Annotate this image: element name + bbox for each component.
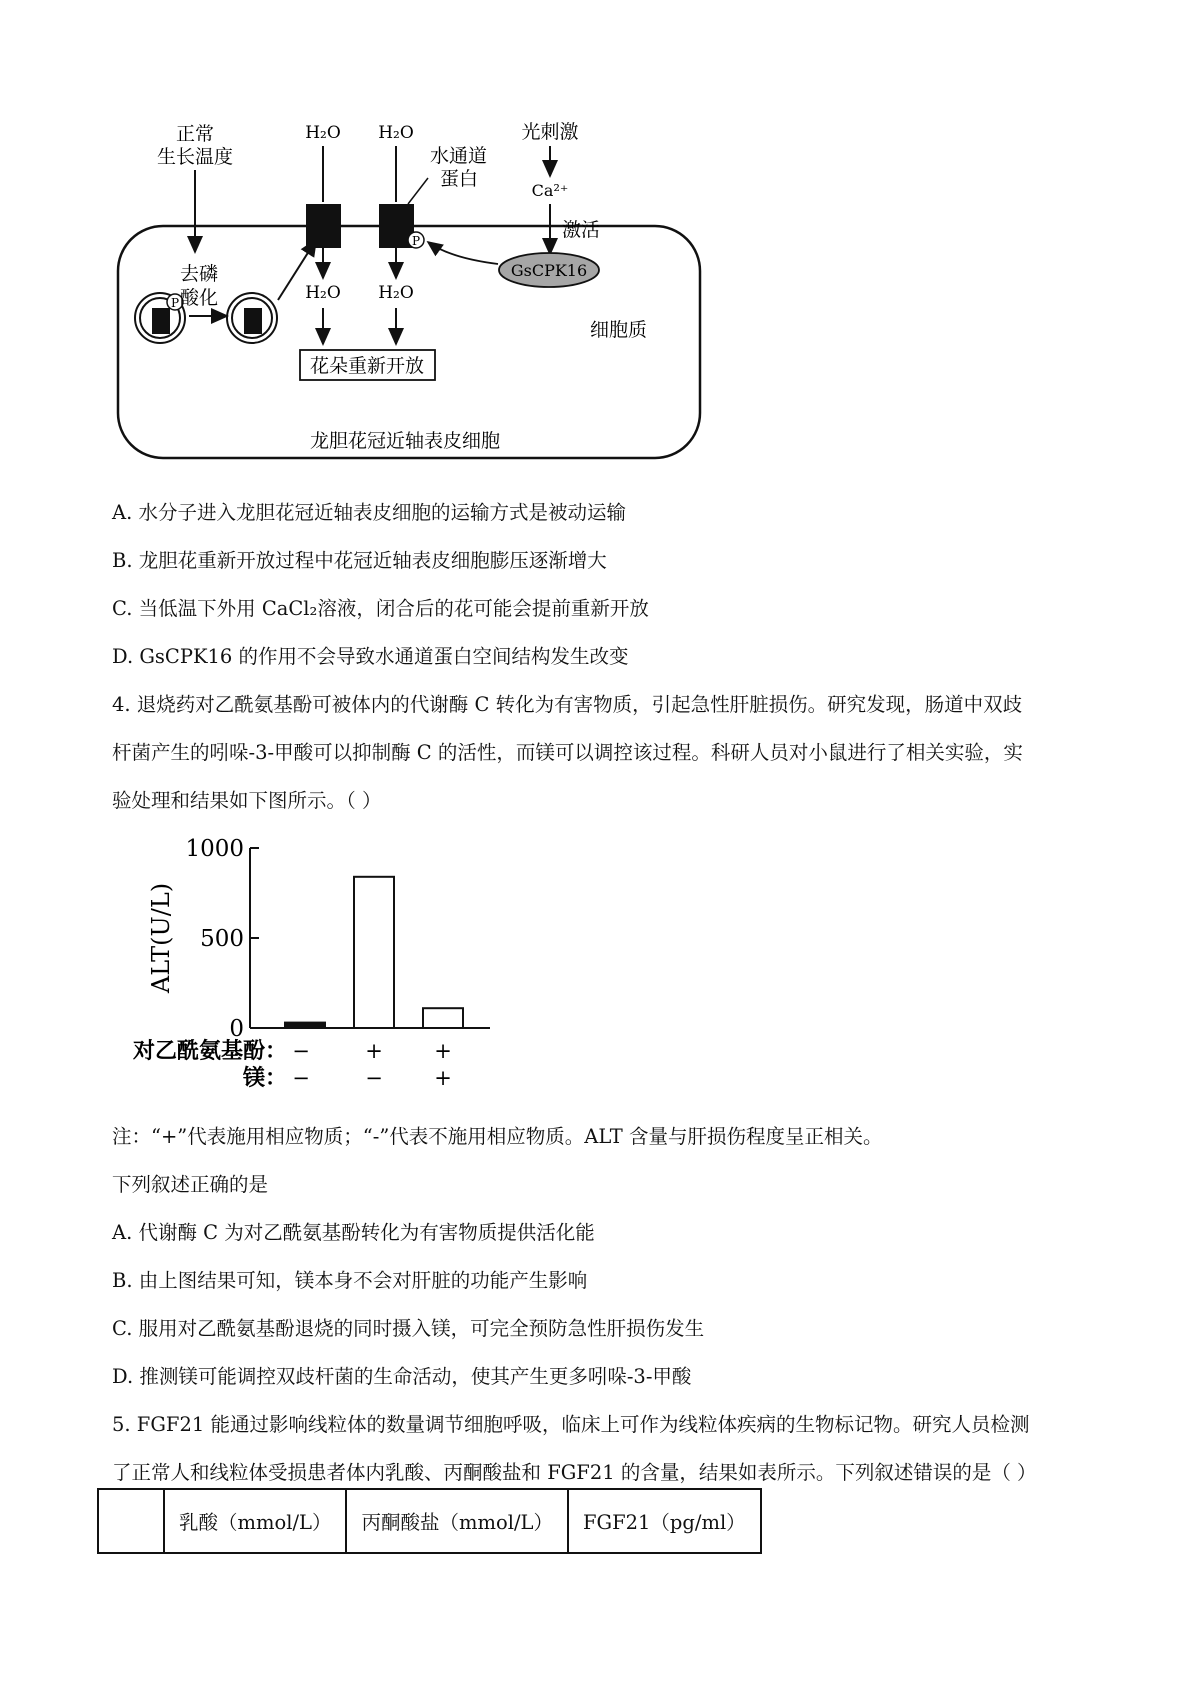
h2o-top-1: H₂O (305, 123, 341, 143)
cytoplasm-label: 细胞质 (590, 319, 648, 341)
y-tick-label: 0 (229, 1016, 244, 1042)
vesicle-protein-2 (244, 308, 262, 334)
q3-option-a: A. 水分子进入龙胆花冠近轴表皮细胞的运输方式是被动运输 (112, 501, 626, 524)
row-label-apap: 对乙酰氨基酚： (132, 1038, 287, 1064)
calcium-label: Ca²⁺ (531, 181, 569, 200)
vesicle-protein (152, 308, 170, 334)
alt-bar-chart (112, 823, 512, 1103)
cell-membrane (118, 226, 700, 458)
bar (354, 877, 394, 1028)
q3-option-b: B. 龙胆花重新开放过程中花冠近轴表皮细胞膨压逐渐增大 (112, 549, 607, 572)
cell-diagram (110, 118, 710, 478)
cell-label: 龙胆花冠近轴表皮细胞 (309, 430, 501, 452)
aquaporin-label-1: 水通道 (430, 145, 488, 167)
phosphate-label-2: P (411, 234, 421, 248)
reopen-label: 花朵重新开放 (309, 355, 425, 377)
bar (423, 1008, 463, 1028)
apap-sign: + (434, 1039, 452, 1063)
q5-stem-1: 5. FGF21 能通过影响线粒体的数量调节细胞呼吸，临床上可作为线粒体疾病的生物标记物。研究人员检测 (112, 1413, 1030, 1436)
table-header-cell: FGF21（pg/ml） (568, 1489, 761, 1553)
h2o-bottom-2: H₂O (378, 283, 414, 303)
table-header-cell (98, 1489, 164, 1553)
mg-sign: − (365, 1066, 383, 1090)
h2o-top-2: H₂O (378, 123, 414, 143)
q4-prompt: 下列叙述正确的是 (112, 1173, 269, 1196)
mg-sign: − (292, 1066, 310, 1090)
phosphorylation-arrow (428, 242, 498, 264)
q4-stem-1: 4. 退烧药对乙酰氨基酚可被体内的代谢酶 C 转化为有害物质，引起急性肝脏损伤。研究发现，肠道中双歧 (112, 693, 1023, 716)
q4-option-c: C. 服用对乙酰氨基酚退烧的同时摄入镁，可完全预防急性肝损伤发生 (112, 1317, 705, 1340)
q4-stem-3: 验处理和结果如下图所示。（ ） (112, 789, 382, 812)
row-label-mg: 镁： (242, 1065, 287, 1091)
q3-option-d: D. GsCPK16 的作用不会导致水通道蛋白空间结构发生改变 (112, 645, 629, 668)
phosphate-label: P (170, 296, 180, 310)
gscpk16-label: GsCPK16 (510, 261, 588, 280)
q5-table (97, 1488, 762, 1554)
table-header-row (98, 1489, 761, 1553)
aquaporin-pointer (408, 178, 428, 204)
q4-option-a: A. 代谢酶 C 为对乙酰氨基酚转化为有害物质提供活化能 (112, 1221, 595, 1244)
y-tick-label: 1000 (185, 836, 244, 862)
apap-sign: − (292, 1039, 310, 1063)
dephos-label-2: 酸化 (180, 287, 219, 309)
table-header-cell: 乳酸（mmol/L） (164, 1489, 346, 1553)
q4-note: 注：“+”代表施用相应物质；“-”代表不施用相应物质。ALT 含量与肝损伤程度呈正相关。 (112, 1125, 883, 1148)
q4-option-d: D. 推测镁可能调控双歧杆菌的生命活动，使其产生更多吲哚-3-甲酸 (112, 1365, 692, 1388)
q4-option-b: B. 由上图结果可知，镁本身不会对肝脏的功能产生影响 (112, 1269, 588, 1292)
bar (285, 1023, 325, 1028)
normal-temp-label-1: 正常 (175, 123, 215, 145)
q5-stem-2: 了正常人和线粒体受损患者体内乳酸、丙酮酸盐和 FGF21 的含量，结果如表所示。下列叙述错误的是（ ） (112, 1461, 1037, 1484)
light-stimulus-label: 光刺激 (521, 121, 579, 143)
normal-temp-label-2: 生长温度 (156, 146, 234, 168)
h2o-bottom-1: H₂O (305, 283, 341, 303)
aquaporin-label-2: 蛋白 (440, 168, 479, 190)
y-axis-label: ALT(U/L) (147, 882, 175, 994)
dephos-label-1: 去磷 (180, 263, 219, 285)
activate-label: 激活 (562, 219, 601, 241)
apap-sign: + (365, 1039, 383, 1063)
q3-option-c: C. 当低温下外用 CaCl₂溶液，闭合后的花可能会提前重新开放 (112, 597, 649, 620)
table-header-cell: 丙酮酸盐（mmol/L） (346, 1489, 567, 1553)
y-tick-label: 500 (200, 926, 244, 952)
q4-stem-2: 杆菌产生的吲哚-3-甲酸可以抑制酶 C 的活性，而镁可以调控该过程。科研人员对小鼠进行了相关实验，实 (112, 741, 1023, 764)
aquaporin-1 (306, 204, 341, 248)
mg-sign: + (434, 1066, 452, 1090)
